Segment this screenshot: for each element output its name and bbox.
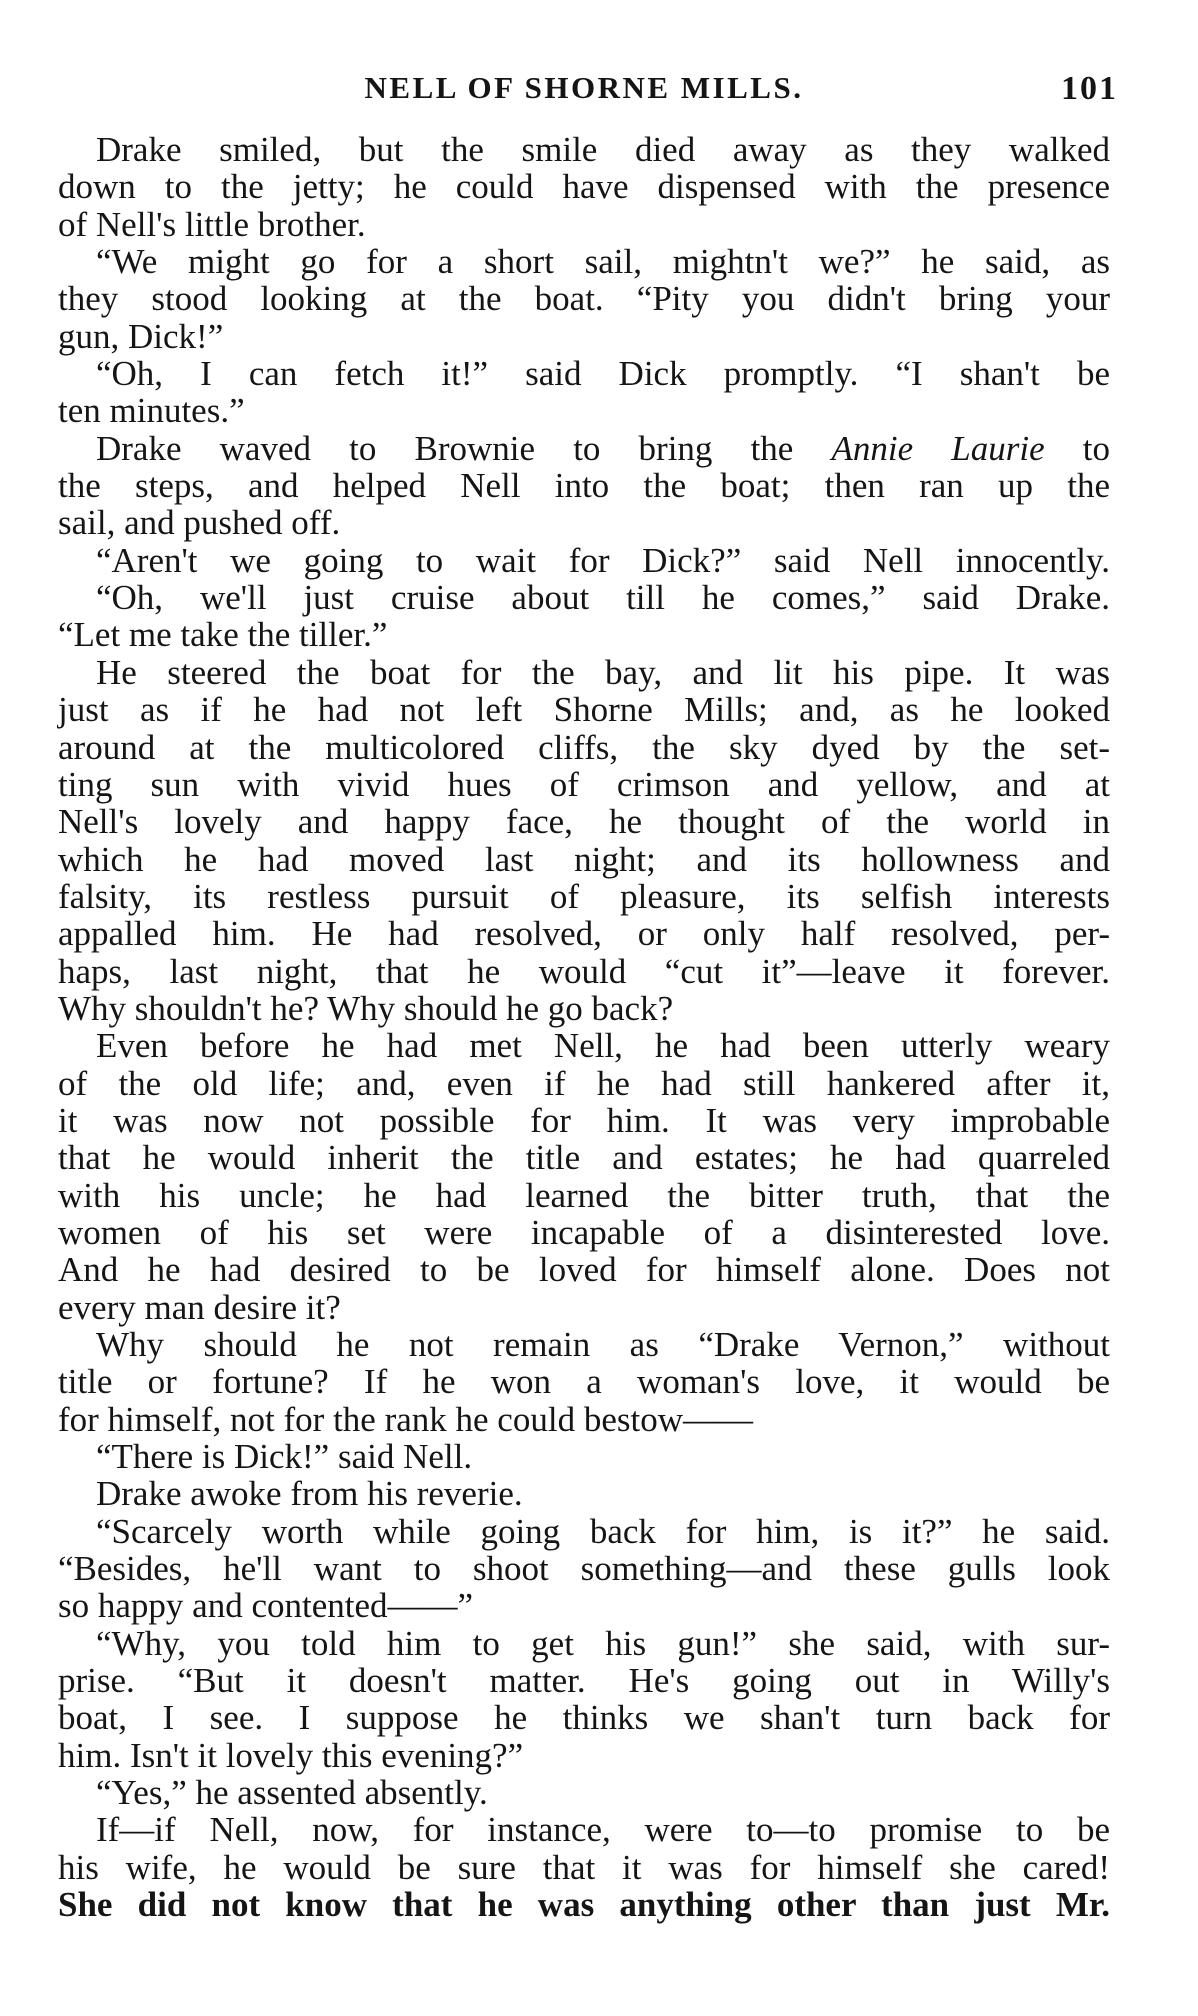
text-line: the steps, and helped Nell into the boat; then ran up the	[58, 466, 1110, 506]
text-line: sail, and pushed off.	[58, 503, 341, 543]
text-line: “Oh, we'll just cruise about till he comes,” said Drake.	[96, 578, 1110, 618]
text-line: “Why, you told him to get his gun!” she said, with sur-	[96, 1623, 1110, 1663]
text-line: it was now not possible for him. It was very improbable	[58, 1100, 1110, 1140]
text-line: women of his set were incapable of a disinterested love.	[58, 1212, 1110, 1252]
text-line: for himself, not for the rank he could bestow——	[58, 1399, 753, 1439]
text-line: with his uncle; he had learned the bitter truth, that the	[58, 1175, 1110, 1215]
text-line: “Oh, I can fetch it!” said Dick promptly. “I shan't be	[96, 354, 1110, 394]
text-line: “Scarcely worth while going back for him, is it?” he said.	[96, 1511, 1110, 1551]
text-line: gun, Dick!”	[58, 316, 224, 356]
body-text	[58, 131, 1110, 1924]
text-line: his wife, he would be sure that it was for himself she cared!	[58, 1847, 1110, 1887]
text-line: so happy and contented——”	[58, 1586, 474, 1626]
text-line: “Let me take the tiller.”	[58, 615, 388, 655]
line-segment: Drake waved to Brownie to bring the	[96, 428, 832, 468]
text-line: ten minutes.”	[58, 391, 245, 431]
text-line: “Aren't we going to wait for Dick?” said Nell innocently.	[96, 540, 1110, 580]
text-line: If—if Nell, now, for instance, were to—to promise to be	[96, 1810, 1110, 1850]
text-line: “There is Dick!” said Nell.	[96, 1437, 473, 1477]
page-number: 101	[1061, 70, 1118, 107]
text-line: “Besides, he'll want to shoot something—and these gulls look	[58, 1549, 1110, 1589]
text-line: that he would inherit the title and estates; he had quarreled	[58, 1138, 1110, 1178]
line-segment: to	[1044, 428, 1111, 468]
text-line: which he had moved last night; and its hollowness and	[58, 839, 1110, 879]
text-line: “We might go for a short sail, mightn't we?” he said, as	[96, 242, 1110, 282]
running-title: NELL OF SHORNE MILLS.	[364, 70, 804, 105]
text-line: of Nell's little brother.	[58, 204, 366, 244]
text-line: Even before he had met Nell, he had been utterly weary	[96, 1026, 1110, 1066]
text-line: appalled him. He had resolved, or only half resolved, per-	[58, 914, 1110, 954]
text-line: Why should he not remain as “Drake Vernon,” without	[96, 1325, 1110, 1364]
text-line: haps, last night, that he would “cut it”—leave it forever.	[58, 951, 1110, 991]
text-line: Nell's lovely and happy face, he thought of the world in	[58, 802, 1110, 842]
text-line: they stood looking at the boat. “Pity you didn't bring your	[58, 279, 1110, 319]
text-line: He steered the boat for the bay, and lit his pipe. It was	[96, 652, 1110, 692]
text-line: of the old life; and, even if he had still hankered after it,	[58, 1063, 1110, 1103]
text-line: falsity, its restless pursuit of pleasure, its selfish interests	[58, 876, 1110, 916]
text-line: down to the jetty; he could have dispensed with the presence	[58, 167, 1110, 207]
text-line	[58, 430, 1110, 467]
text-line: every man desire it?	[58, 1287, 341, 1327]
text-line: And he had desired to be loved for himself alone. Does not	[58, 1250, 1110, 1290]
running-head	[60, 62, 1118, 112]
text-line: Why shouldn't he? Why should he go back?	[58, 988, 674, 1028]
text-line: boat, I see. I suppose he thinks we shan't turn back for	[58, 1698, 1110, 1738]
text-line: Drake awoke from his reverie.	[96, 1474, 523, 1514]
text-line: around at the multicolored cliffs, the sky dyed by the set-	[58, 727, 1110, 767]
italic-boat-name: Annie Laurie	[831, 428, 1045, 468]
text-line: just as if he had not left Shorne Mills; and, as he looked	[58, 690, 1110, 730]
text-line: title or fortune? If he won a woman's love, it would be	[58, 1362, 1110, 1402]
text-line: him. Isn't it lovely this evening?”	[58, 1735, 524, 1775]
text-line: prise. “But it doesn't matter. He's going out in Willy's	[58, 1661, 1110, 1701]
text-line: ting sun with vivid hues of crimson and yellow, and at	[58, 764, 1110, 804]
text-line: “Yes,” he assented absently.	[96, 1773, 488, 1813]
text-line: She did not know that he was anything other than just Mr.	[58, 1885, 1110, 1925]
text-line: Drake smiled, but the smile died away as they walked	[96, 130, 1110, 169]
